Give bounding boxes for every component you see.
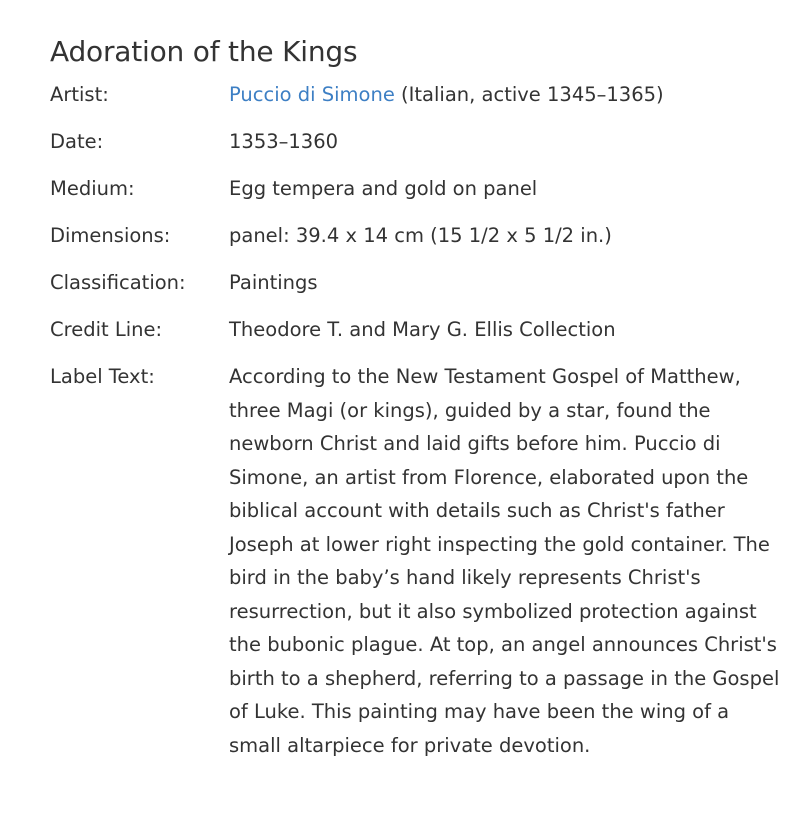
classification-label: Classification: xyxy=(50,271,186,294)
artist-nationality: (Italian, active 1345–1365) xyxy=(394,83,664,106)
dimensions-label: Dimensions: xyxy=(50,224,171,247)
credit-line-value: Theodore T. and Mary G. Ellis Collection xyxy=(229,318,616,341)
medium-value: Egg tempera and gold on panel xyxy=(229,177,538,200)
dimensions-value: panel: 39.4 x 14 cm (15 1/2 x 5 1/2 in.) xyxy=(229,224,612,247)
artist-value xyxy=(229,78,780,111)
date-row xyxy=(50,125,780,158)
artist-link[interactable]: Puccio di Simone xyxy=(229,83,395,106)
date-label: Date: xyxy=(50,130,104,153)
artwork-metadata-list xyxy=(50,78,780,762)
label-text-row xyxy=(50,360,780,762)
classification-value: Paintings xyxy=(229,271,318,294)
label-text-value: According to the New Testament Gospel of Matthew, three Magi (or kings), guided by a star, found the newborn Christ and laid gifts before him. Puccio di Simone, an artist from Florence, elaborated upon the biblical account with details such as Christ's father Joseph at lower right inspecting the gold container. The bird in the baby’s hand likely represents Christ's resurrection, but it also symbolized protection against the bubonic plague. At top, an angel announces Christ's birth to a shepherd, referring to a passage in the Gospel of Luke. This painting may have been the wing of a small altarpiece for private devotion. xyxy=(229,365,780,757)
artwork-title: Adoration of the Kings xyxy=(50,35,358,68)
label-text-label: Label Text: xyxy=(50,365,155,388)
credit-line-row xyxy=(50,313,780,346)
medium-label: Medium: xyxy=(50,177,135,200)
credit-line-label: Credit Line: xyxy=(50,318,163,341)
artist-label: Artist: xyxy=(50,83,109,106)
artist-row xyxy=(50,78,780,111)
dimensions-row xyxy=(50,219,780,252)
date-value: 1353–1360 xyxy=(229,130,339,153)
classification-row xyxy=(50,266,780,299)
medium-row xyxy=(50,172,780,205)
